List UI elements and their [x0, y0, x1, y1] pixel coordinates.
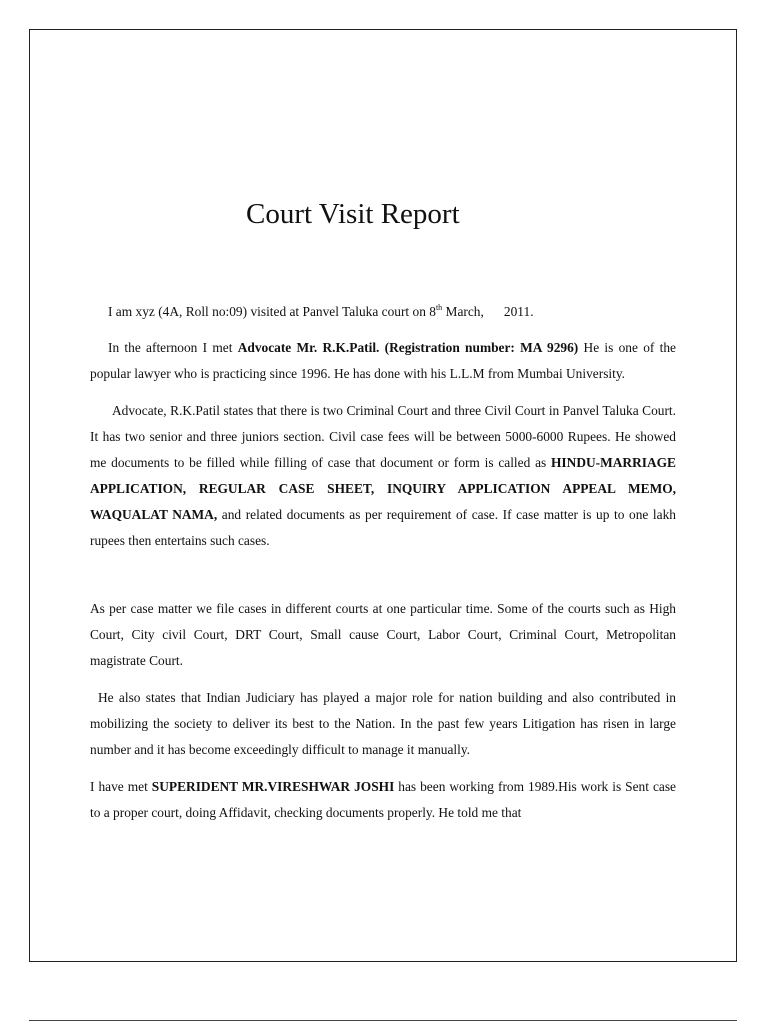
- advocate-statement-paragraph: Advocate, R.K.Patil states that there is two Criminal Court and three Civil Court in Panvel Taluka Court. It has two senior and three juniors section. Civil case fees will be between 5000-6000 Rupees. He showed me documents to be filled while filling of case that document or form is called as HINDU-MARRIAGE APPLICATION, REGULAR CASE SHEET, INQUIRY APPLICATION APPEAL MEMO, WAQUALAT NAMA, and related documents as per requirement of case. If case matter is up to one lakh rupees then entertains such cases.: [90, 403, 676, 548]
- courts-paragraph: As per case matter we file cases in different courts at one particular time. Some of the courts such as High Court, City civil Court, DRT Court, Small cause Court, Labor Court, Criminal Court, Metropolitan magistrate Court.: [90, 601, 676, 668]
- advocate-meeting-paragraph: In the afternoon I met Advocate Mr. R.K.Patil. (Registration number: MA 9296) He is one of the popular lawyer who is practicing since 1996. He has done with his L.L.M from Mumbai University.: [90, 340, 676, 381]
- superintendent-name: SUPERIDENT MR.VIRESHWAR JOSHI: [151, 779, 395, 794]
- advocate-name: Advocate Mr. R.K.Patil. (Registration number: MA 9296): [237, 340, 579, 355]
- intro-paragraph: I am xyz (4A, Roll no:09) visited at Panvel Taluka court on 8th March, 2011.: [108, 303, 534, 319]
- superintendent-paragraph: I have met SUPERIDENT MR.VIRESHWAR JOSHI has been working from 1989.His work is Sent case to a proper court, doing Affidavit, checking documents properly. He told me that: [90, 779, 677, 820]
- document-body: [90, 299, 676, 826]
- next-page-divider: [29, 1020, 737, 1021]
- date-ordinal-suffix: th: [435, 303, 443, 312]
- document-title: Court Visit Report: [246, 198, 460, 230]
- document-forms-list: HINDU-MARRIAGE APPLICATION, REGULAR CASE SHEET, INQUIRY APPLICATION APPEAL MEMO, WAQUALAT NAMA,: [90, 455, 676, 522]
- judiciary-paragraph: He also states that Indian Judiciary has played a major role for nation building and also contributed in mobilizing the society to deliver its best to the Nation. In the past few years Litigation has risen in large number and it has become exceedingly difficult to manage it manually.: [90, 690, 676, 757]
